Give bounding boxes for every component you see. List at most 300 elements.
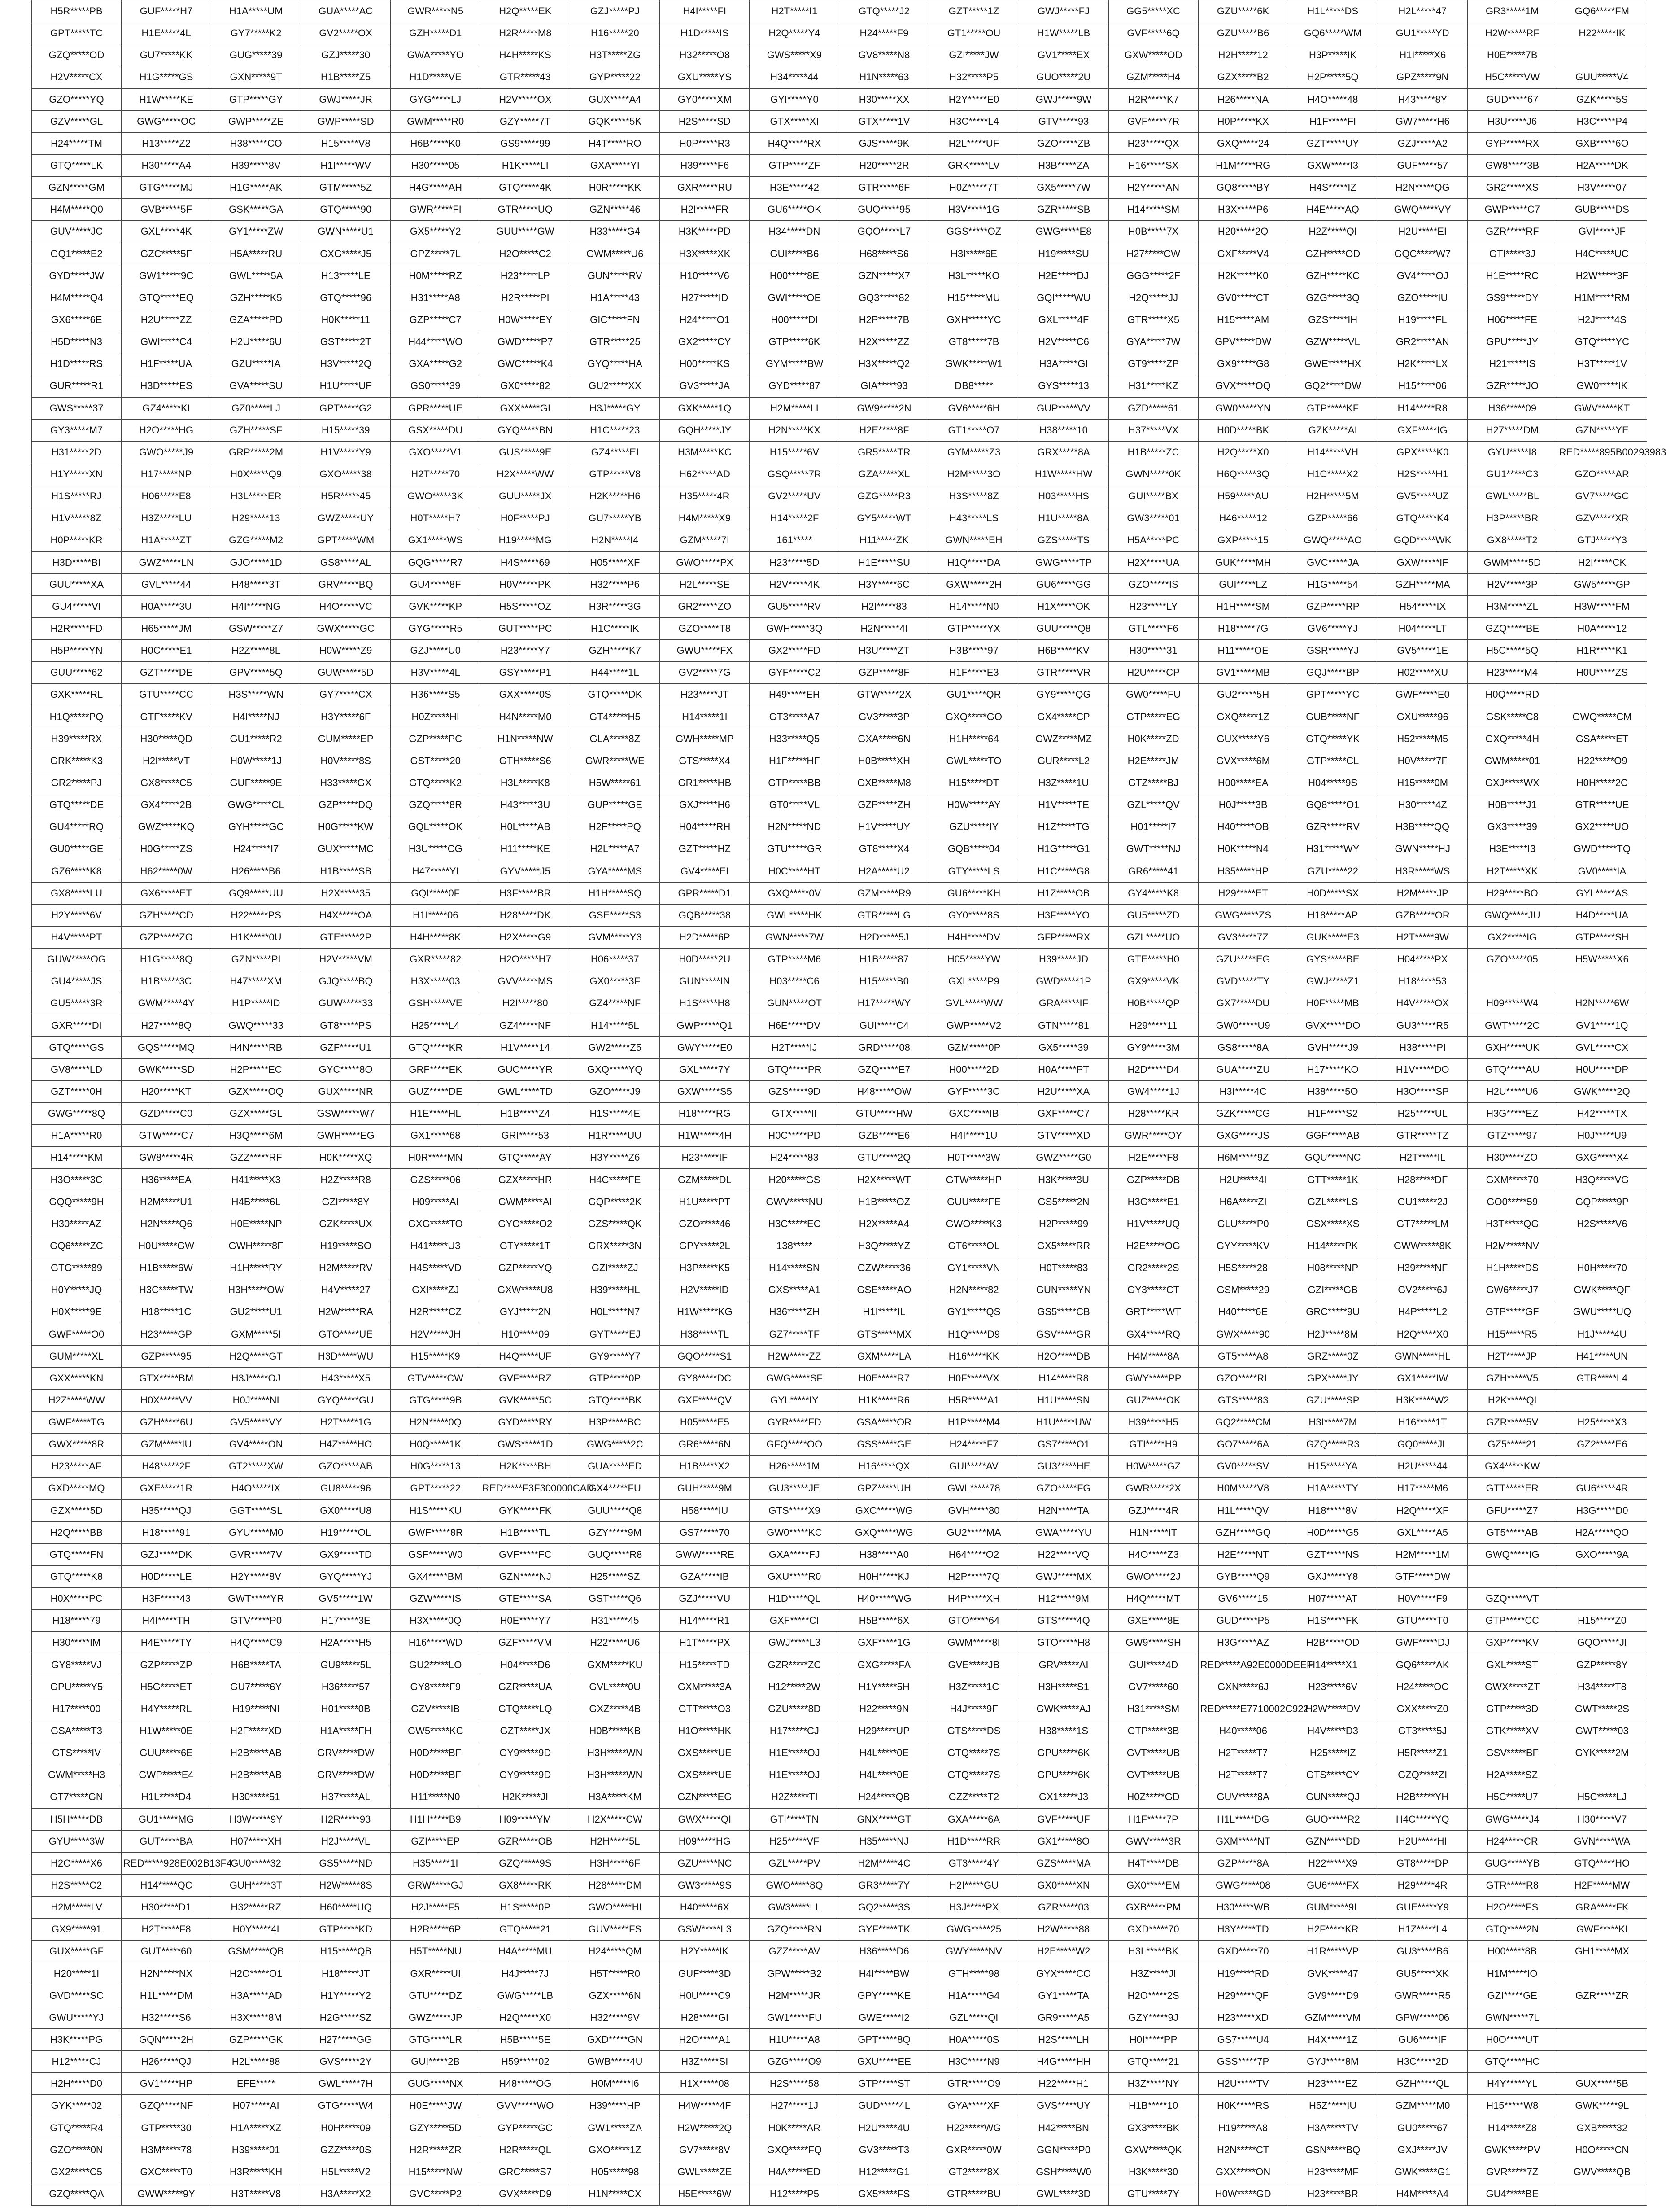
table-cell: H0W*****EY bbox=[480, 309, 570, 331]
table-cell: GPT*****YC bbox=[1288, 684, 1378, 706]
table-cell: GWP*****V2 bbox=[929, 1014, 1019, 1036]
table-cell: H22*****WG bbox=[929, 2117, 1019, 2139]
table-cell: H5A*****RU bbox=[211, 243, 301, 265]
table-cell: GT1*****O7 bbox=[929, 419, 1019, 441]
table-cell: GWG*****TP bbox=[1019, 551, 1108, 573]
table-cell: H29*****ET bbox=[1198, 882, 1288, 904]
table-cell: H2X*****WW bbox=[480, 463, 570, 485]
table-cell: H1G*****GS bbox=[122, 66, 211, 88]
table-cell: GXM*****NT bbox=[1198, 1830, 1288, 1852]
table-cell: GT7*****LM bbox=[1378, 1213, 1467, 1235]
table-cell: H00*****8E bbox=[750, 265, 839, 287]
table-cell: H3O*****3C bbox=[32, 1169, 122, 1191]
table-cell: GVL*****WW bbox=[929, 992, 1019, 1014]
table-cell: H2G*****SZ bbox=[301, 2007, 391, 2028]
table-row bbox=[32, 441, 1647, 463]
table-cell: GQK*****5K bbox=[570, 110, 660, 132]
table-cell: H3B*****97 bbox=[929, 640, 1019, 662]
table-cell: H2H*****D0 bbox=[32, 2073, 122, 2095]
table-cell: GPU*****JY bbox=[1467, 331, 1557, 353]
table-cell: H18*****8V bbox=[1288, 1499, 1378, 1521]
table-cell: H1B*****10 bbox=[1108, 2095, 1198, 2117]
table-cell: H4V*****OX bbox=[1378, 992, 1467, 1014]
table-cell: GU7*****KK bbox=[122, 44, 211, 66]
table-cell: GYY*****KV bbox=[1198, 1235, 1288, 1257]
table-cell: H0L*****AB bbox=[480, 816, 570, 838]
table-cell: H14*****VH bbox=[1288, 441, 1378, 463]
table-cell: H5B*****5E bbox=[480, 2028, 570, 2050]
table-cell: GVX*****6M bbox=[1198, 750, 1288, 772]
table-row bbox=[32, 1588, 1647, 1610]
table-cell: GZM*****7I bbox=[660, 529, 750, 551]
table-cell: H1W*****KE bbox=[122, 88, 211, 110]
table-cell: GUP*****VV bbox=[1019, 397, 1108, 419]
table-row bbox=[32, 199, 1647, 221]
table-cell: GWF*****DJ bbox=[1378, 1632, 1467, 1654]
table-cell: H22*****IK bbox=[1557, 22, 1647, 44]
table-cell: H5T*****NU bbox=[391, 1941, 480, 1963]
table-cell: GXD*****MQ bbox=[32, 1478, 122, 1499]
table-cell: GV3*****7Z bbox=[1198, 926, 1288, 948]
table-cell: H0U*****ZS bbox=[1557, 662, 1647, 684]
table-cell: GWM*****H3 bbox=[32, 1764, 122, 1786]
table-cell: GTU*****7Y bbox=[1108, 2183, 1198, 2205]
table-cell: H3M*****KC bbox=[660, 441, 750, 463]
table-cell: H11*****KE bbox=[480, 838, 570, 860]
table-row bbox=[32, 573, 1647, 595]
table-cell: GIA*****93 bbox=[839, 375, 929, 397]
table-cell: H3Q*****YZ bbox=[839, 1235, 929, 1257]
table-cell: GZV*****GL bbox=[32, 110, 122, 132]
table-cell: H2D*****D4 bbox=[1108, 1058, 1198, 1080]
table-cell: GWH*****3Q bbox=[750, 617, 839, 639]
table-cell: GZU*****SP bbox=[1288, 1389, 1378, 1411]
table-cell: RED*****895B00293983 bbox=[1557, 441, 1647, 463]
table-cell: H0K*****XQ bbox=[301, 1147, 391, 1169]
table-row bbox=[32, 2095, 1647, 2117]
table-cell: GV6*****6H bbox=[929, 397, 1019, 419]
table-cell: H54*****IX bbox=[1378, 595, 1467, 617]
table-cell: GR2*****ZO bbox=[660, 595, 750, 617]
table-cell: GU1*****QR bbox=[929, 684, 1019, 706]
table-cell: H1R*****UU bbox=[570, 1125, 660, 1147]
table-cell: H2U*****ZZ bbox=[122, 309, 211, 331]
table-cell: H5R*****45 bbox=[301, 485, 391, 507]
table-cell: H3J*****OJ bbox=[211, 1367, 301, 1389]
table-cell: H0C*****PD bbox=[750, 1125, 839, 1147]
table-cell: H23*****EZ bbox=[1288, 2073, 1378, 2095]
table-cell: GTQ*****AU bbox=[1467, 1058, 1557, 1080]
table-cell: H12*****9M bbox=[1019, 1588, 1108, 1610]
table-cell: GZP*****8A bbox=[1198, 1852, 1288, 1874]
table-cell: H2H*****5L bbox=[570, 1830, 660, 1852]
table-cell: H2R*****K7 bbox=[1108, 88, 1198, 110]
table-cell: H4L*****0E bbox=[839, 1764, 929, 1786]
table-cell: GT7*****GN bbox=[32, 1786, 122, 1808]
table-cell: H24*****I7 bbox=[211, 838, 301, 860]
table-cell: GQ2*****DW bbox=[1288, 375, 1378, 397]
table-cell: H07*****AI bbox=[211, 2095, 301, 2117]
table-cell: GW1*****ZA bbox=[570, 2117, 660, 2139]
table-cell: GUI*****C4 bbox=[839, 1014, 929, 1036]
table-cell: H1P*****M4 bbox=[929, 1412, 1019, 1434]
table-cell: GTQ*****96 bbox=[301, 287, 391, 309]
table-cell: H2V*****OX bbox=[480, 88, 570, 110]
table-cell: H1O*****HK bbox=[660, 1720, 750, 1742]
table-cell: GYU*****3W bbox=[32, 1830, 122, 1852]
table-cell: H3W*****FM bbox=[1557, 595, 1647, 617]
table-row bbox=[32, 706, 1647, 728]
table-cell: GTP*****EG bbox=[1108, 706, 1198, 728]
table-cell: H06*****37 bbox=[570, 949, 660, 970]
table-cell: H0H*****70 bbox=[1557, 1257, 1647, 1279]
table-cell: GV1*****HP bbox=[122, 2073, 211, 2095]
table-cell: H1B*****X2 bbox=[660, 1456, 750, 1478]
table-cell: GX6*****ET bbox=[122, 882, 211, 904]
table-cell: GTG*****MJ bbox=[122, 177, 211, 199]
table-cell: GZ4*****NF bbox=[480, 1014, 570, 1036]
table-cell: GZM*****R9 bbox=[839, 882, 929, 904]
table-cell: GTW*****HP bbox=[929, 1169, 1019, 1191]
table-cell: H28*****DM bbox=[570, 1874, 660, 1896]
table-cell: GXF*****V4 bbox=[1198, 243, 1288, 265]
table-cell: GTW*****2X bbox=[839, 684, 929, 706]
table-cell: GS7*****70 bbox=[660, 1521, 750, 1543]
table-cell: GU3*****JE bbox=[750, 1478, 839, 1499]
table-cell: H0H*****09 bbox=[301, 2117, 391, 2139]
table-cell: GWV*****NU bbox=[750, 1191, 839, 1213]
table-row bbox=[32, 617, 1647, 639]
table-cell: GVV*****MS bbox=[480, 970, 570, 992]
table-cell: H2S*****LH bbox=[1019, 2028, 1108, 2050]
table-cell: GTL*****F6 bbox=[1108, 617, 1198, 639]
table-cell: GWQ*****AO bbox=[1288, 529, 1378, 551]
table-cell: GWD*****1P bbox=[1019, 970, 1108, 992]
table-cell: H25*****L4 bbox=[391, 1014, 480, 1036]
table-cell: H1N*****NW bbox=[480, 728, 570, 750]
table-cell: GWU*****YJ bbox=[32, 2007, 122, 2028]
table-cell: GZ6*****K8 bbox=[32, 860, 122, 882]
table-cell: GXS*****A1 bbox=[750, 1279, 839, 1301]
table-cell: GSS*****7P bbox=[1198, 2051, 1288, 2073]
table-cell: GZM*****H4 bbox=[1108, 66, 1198, 88]
table-cell: GWZ*****UY bbox=[301, 507, 391, 529]
table-cell: GUI*****4D bbox=[1108, 1654, 1198, 1676]
table-cell: H1D*****RS bbox=[32, 353, 122, 375]
table-cell: GZA*****XL bbox=[839, 463, 929, 485]
table-cell: GU6*****KH bbox=[929, 882, 1019, 904]
table-cell: GYF*****TK bbox=[839, 1919, 929, 1941]
table-cell: H4I*****TH bbox=[122, 1610, 211, 1632]
table-cell: H1F*****HF bbox=[750, 750, 839, 772]
table-cell: H2Z*****R8 bbox=[301, 1169, 391, 1191]
table-cell: GYD*****RY bbox=[480, 1412, 570, 1434]
table-cell: H1W*****KG bbox=[660, 1301, 750, 1323]
table-cell: GQD*****WK bbox=[1378, 529, 1467, 551]
table-cell: GXB*****PM bbox=[1108, 1897, 1198, 1919]
table-cell: GZZ*****AV bbox=[750, 1941, 839, 1963]
table-cell: GUU*****FE bbox=[929, 1191, 1019, 1213]
table-cell bbox=[1557, 1588, 1647, 1610]
table-cell: GYL*****AS bbox=[1557, 882, 1647, 904]
table-cell: GSV*****GR bbox=[1019, 1323, 1108, 1345]
table-cell: GSH*****VE bbox=[391, 992, 480, 1014]
table-cell: GXS*****UE bbox=[660, 1742, 750, 1764]
table-cell: H14*****X1 bbox=[1288, 1654, 1378, 1676]
table-cell: GU6*****GG bbox=[1019, 573, 1108, 595]
table-cell: GZR*****ZC bbox=[750, 1654, 839, 1676]
table-cell: GJO*****1D bbox=[211, 551, 301, 573]
table-row bbox=[32, 1963, 1647, 1985]
table-cell: GWO*****2J bbox=[1108, 1565, 1198, 1587]
table-row bbox=[32, 1014, 1647, 1036]
table-cell: H0V*****PK bbox=[480, 573, 570, 595]
table-cell: H2B*****AB bbox=[211, 1742, 301, 1764]
table-cell: H3F*****BR bbox=[480, 882, 570, 904]
table-row bbox=[32, 353, 1647, 375]
table-cell: H3H*****WN bbox=[570, 1764, 660, 1786]
table-cell bbox=[1557, 2051, 1647, 2073]
table-cell: GW3*****01 bbox=[1108, 507, 1198, 529]
table-cell: H2I*****FR bbox=[660, 199, 750, 221]
table-cell: H5C*****U7 bbox=[1467, 1786, 1557, 1808]
table-cell: H2V*****ID bbox=[660, 1279, 750, 1301]
table-cell: GTQ*****HC bbox=[1467, 2051, 1557, 2073]
table-cell: H2P*****EC bbox=[211, 1058, 301, 1080]
table-cell: GGS*****OZ bbox=[929, 221, 1019, 243]
table-cell: H1Y*****Y2 bbox=[301, 1985, 391, 2007]
table-cell: H27*****CW bbox=[1108, 243, 1198, 265]
table-cell: H1B*****6W bbox=[122, 1257, 211, 1279]
table-cell: GPT*****G2 bbox=[301, 397, 391, 419]
table-cell: GWF*****E0 bbox=[1378, 684, 1467, 706]
table-cell: GWO*****3K bbox=[391, 485, 480, 507]
table-cell: H3T*****QG bbox=[1467, 1213, 1557, 1235]
table-cell: GZA*****IB bbox=[660, 1565, 750, 1587]
table-cell: GZN*****X7 bbox=[839, 265, 929, 287]
table-cell: GXG*****JS bbox=[1198, 1125, 1288, 1147]
table-cell: H29*****UP bbox=[839, 1720, 929, 1742]
table-cell: GXF*****QV bbox=[660, 1389, 750, 1411]
table-cell: GQP*****9P bbox=[1557, 1191, 1647, 1213]
table-cell: H2U*****4I bbox=[1198, 1169, 1288, 1191]
table-cell: H40*****6X bbox=[660, 1897, 750, 1919]
table-cell: H38*****1S bbox=[1019, 1720, 1108, 1742]
table-cell: H2T*****1G bbox=[301, 1412, 391, 1434]
table-cell: GZY*****5D bbox=[391, 2117, 480, 2139]
table-cell: GX5*****RR bbox=[1019, 1235, 1108, 1257]
table-cell: GW3*****LL bbox=[750, 1897, 839, 1919]
table-row bbox=[32, 1345, 1647, 1367]
table-cell: GWJ*****L3 bbox=[750, 1632, 839, 1654]
table-cell: H2A*****H5 bbox=[301, 1632, 391, 1654]
table-cell: GWN*****U1 bbox=[301, 221, 391, 243]
table-cell: H4A*****MU bbox=[480, 1941, 570, 1963]
table-cell: GVF*****RZ bbox=[480, 1367, 570, 1389]
table-cell: H23*****LY bbox=[1108, 595, 1198, 617]
table-cell: H2T*****F8 bbox=[122, 1919, 211, 1941]
table-cell: GTJ*****Y3 bbox=[1557, 529, 1647, 551]
table-cell: GVN*****WA bbox=[1557, 1830, 1647, 1852]
table-cell: H1S*****4E bbox=[570, 1103, 660, 1125]
table-cell: GZP*****8Y bbox=[1557, 1654, 1647, 1676]
table-cell: GU6*****OK bbox=[750, 199, 839, 221]
table-cell: H20*****2R bbox=[839, 154, 929, 176]
table-cell: GY8*****DC bbox=[660, 1367, 750, 1389]
table-cell: H6M*****9Z bbox=[1198, 1147, 1288, 1169]
table-cell: GZR*****OB bbox=[480, 1830, 570, 1852]
table-cell: GU6*****FX bbox=[1288, 1874, 1378, 1896]
table-cell: GVT*****UB bbox=[1108, 1764, 1198, 1786]
table-cell: GW0*****YN bbox=[1198, 397, 1288, 419]
table-cell: H0C*****HT bbox=[750, 860, 839, 882]
table-cell: GUU*****XA bbox=[32, 573, 122, 595]
table-cell bbox=[1557, 2183, 1647, 2205]
table-row bbox=[32, 419, 1647, 441]
table-cell: GZS*****QK bbox=[570, 1213, 660, 1235]
table-cell: GWF*****TG bbox=[32, 1412, 122, 1434]
table-cell: GXU*****EE bbox=[839, 2051, 929, 2073]
table-row bbox=[32, 1456, 1647, 1478]
table-cell: H15*****06 bbox=[1378, 375, 1467, 397]
table-cell: GW0*****KC bbox=[750, 1521, 839, 1543]
table-cell: GZU*****EG bbox=[1198, 949, 1288, 970]
table-cell: GZQ*****RN bbox=[750, 1919, 839, 1941]
table-cell: GRX*****3N bbox=[570, 1235, 660, 1257]
table-cell: GH1*****MX bbox=[1557, 1941, 1647, 1963]
table-cell: GSK*****GA bbox=[211, 199, 301, 221]
table-cell: H3F*****YO bbox=[1019, 904, 1108, 926]
table-cell: GR3*****1M bbox=[1467, 0, 1557, 22]
table-cell: GZQ*****VT bbox=[1467, 1588, 1557, 1610]
table-cell: GS9*****DY bbox=[1467, 287, 1557, 309]
table-cell: GV1*****1Q bbox=[1557, 1014, 1647, 1036]
table-cell: GZQ*****R3 bbox=[1288, 1434, 1378, 1456]
table-cell: GZQ*****BE bbox=[1467, 617, 1557, 639]
table-cell: H1V*****UQ bbox=[1108, 1213, 1198, 1235]
table-cell: GUU*****62 bbox=[32, 662, 122, 684]
table-cell: GWM*****4Y bbox=[122, 992, 211, 1014]
table-cell: H1Q*****PQ bbox=[32, 706, 122, 728]
table-cell: H0K*****N4 bbox=[1198, 838, 1288, 860]
table-cell: GUF*****3D bbox=[660, 1963, 750, 1985]
table-cell: H1D*****IS bbox=[660, 22, 750, 44]
table-cell: GVF*****7R bbox=[1108, 110, 1198, 132]
table-cell: GWK*****2Q bbox=[1557, 1080, 1647, 1102]
table-cell: H18*****RG bbox=[660, 1103, 750, 1125]
table-row bbox=[32, 66, 1647, 88]
table-cell: GQQ*****9H bbox=[32, 1191, 122, 1213]
table-cell: GZH*****MA bbox=[1378, 573, 1467, 595]
table-cell: H3L*****K8 bbox=[480, 772, 570, 794]
table-cell: GTR*****UE bbox=[1557, 794, 1647, 816]
table-cell: GV0*****SV bbox=[1198, 1456, 1288, 1478]
table-cell: H2Q*****X0 bbox=[1378, 1323, 1467, 1345]
table-cell: H39*****F6 bbox=[660, 154, 750, 176]
table-cell: GZJ*****A2 bbox=[1378, 132, 1467, 154]
table-cell: H0E*****NP bbox=[211, 1213, 301, 1235]
table-cell: GTE*****H0 bbox=[1108, 949, 1198, 970]
table-cell: H1I*****IL bbox=[839, 1301, 929, 1323]
table-cell: H5S*****OZ bbox=[480, 595, 570, 617]
table-cell: GRA*****FK bbox=[1557, 1897, 1647, 1919]
table-cell: GW3*****9S bbox=[660, 1874, 750, 1896]
table-cell: H25*****IZ bbox=[1288, 1742, 1378, 1764]
table-cell: H3B*****ZA bbox=[1019, 154, 1108, 176]
table-cell: GZ4*****NF bbox=[570, 992, 660, 1014]
table-cell: GTR*****TZ bbox=[1378, 1125, 1467, 1147]
table-cell: GWG*****LB bbox=[480, 1985, 570, 2007]
table-cell: H4Q*****C9 bbox=[211, 1632, 301, 1654]
table-cell: H4Y*****RL bbox=[122, 1698, 211, 1720]
table-cell: H4H*****8K bbox=[391, 926, 480, 948]
table-cell: GR2*****PJ bbox=[32, 772, 122, 794]
table-cell: H31*****KZ bbox=[1108, 375, 1198, 397]
table-cell: GTG*****W4 bbox=[301, 2095, 391, 2117]
table-cell: GZH*****V5 bbox=[1467, 1367, 1557, 1389]
table-cell: GZA*****PD bbox=[211, 309, 301, 331]
table-cell: H1M*****RM bbox=[1557, 287, 1647, 309]
table-cell: GVF*****FC bbox=[480, 1543, 570, 1565]
table-cell: GY1*****VN bbox=[929, 1257, 1019, 1279]
table-cell: GXR*****0W bbox=[929, 2139, 1019, 2161]
table-cell: H15*****NW bbox=[391, 2161, 480, 2183]
table-cell: GTQ*****2N bbox=[1467, 1919, 1557, 1941]
table-cell: H0T*****3W bbox=[929, 1147, 1019, 1169]
table-cell: H3X*****P6 bbox=[1198, 199, 1288, 221]
table-cell: GZD*****61 bbox=[1108, 397, 1198, 419]
table-cell: GZI*****EP bbox=[391, 1830, 480, 1852]
table-cell: H39*****NF bbox=[1378, 1257, 1467, 1279]
table-cell: GW2*****Z5 bbox=[570, 1036, 660, 1058]
table-cell: H2Q*****GT bbox=[211, 1345, 301, 1367]
table-cell: H10*****09 bbox=[480, 1323, 570, 1345]
table-cell: H1E*****4L bbox=[122, 22, 211, 44]
table-cell: H36*****09 bbox=[1467, 397, 1557, 419]
table-cell: GSQ*****7R bbox=[750, 463, 839, 485]
table-cell: GYB*****Q9 bbox=[1198, 1565, 1288, 1587]
table-row bbox=[32, 1543, 1647, 1565]
table-cell: H1R*****VP bbox=[1288, 1941, 1378, 1963]
table-cell: H3C*****TW bbox=[122, 1279, 211, 1301]
table-cell: GYQ*****BN bbox=[480, 419, 570, 441]
table-row bbox=[32, 1103, 1647, 1125]
table-cell: GR9*****A5 bbox=[1019, 2007, 1108, 2028]
table-cell: GTP*****V8 bbox=[570, 463, 660, 485]
table-cell: GTR*****25 bbox=[570, 331, 660, 353]
table-cell: H2W*****3F bbox=[1557, 265, 1647, 287]
table-cell: H0J*****U9 bbox=[1557, 1125, 1647, 1147]
table-cell: GX7*****DU bbox=[1198, 992, 1288, 1014]
table-cell: H23*****AF bbox=[32, 1456, 122, 1478]
table-cell: H5B*****6X bbox=[839, 1610, 929, 1632]
table-row bbox=[32, 1830, 1647, 1852]
table-cell: H1W*****LB bbox=[1019, 22, 1108, 44]
table-cell: H1Z*****TG bbox=[1019, 816, 1108, 838]
table-cell: GT8*****PS bbox=[301, 1014, 391, 1036]
table-cell: H0X*****VV bbox=[122, 1389, 211, 1411]
table-cell: H3V*****2Q bbox=[301, 353, 391, 375]
table-cell: GZW*****IS bbox=[391, 1588, 480, 1610]
table-row bbox=[32, 1897, 1647, 1919]
table-cell: H1E*****RC bbox=[1467, 265, 1557, 287]
table-cell: GQ2*****3S bbox=[839, 1897, 929, 1919]
table-cell: H0A*****0S bbox=[929, 2028, 1019, 2050]
table-cell: GTQ*****J2 bbox=[839, 0, 929, 22]
table-cell: H0G*****ZS bbox=[122, 838, 211, 860]
table-cell: H3E*****I3 bbox=[1467, 838, 1557, 860]
table-cell: GWH*****MP bbox=[660, 728, 750, 750]
